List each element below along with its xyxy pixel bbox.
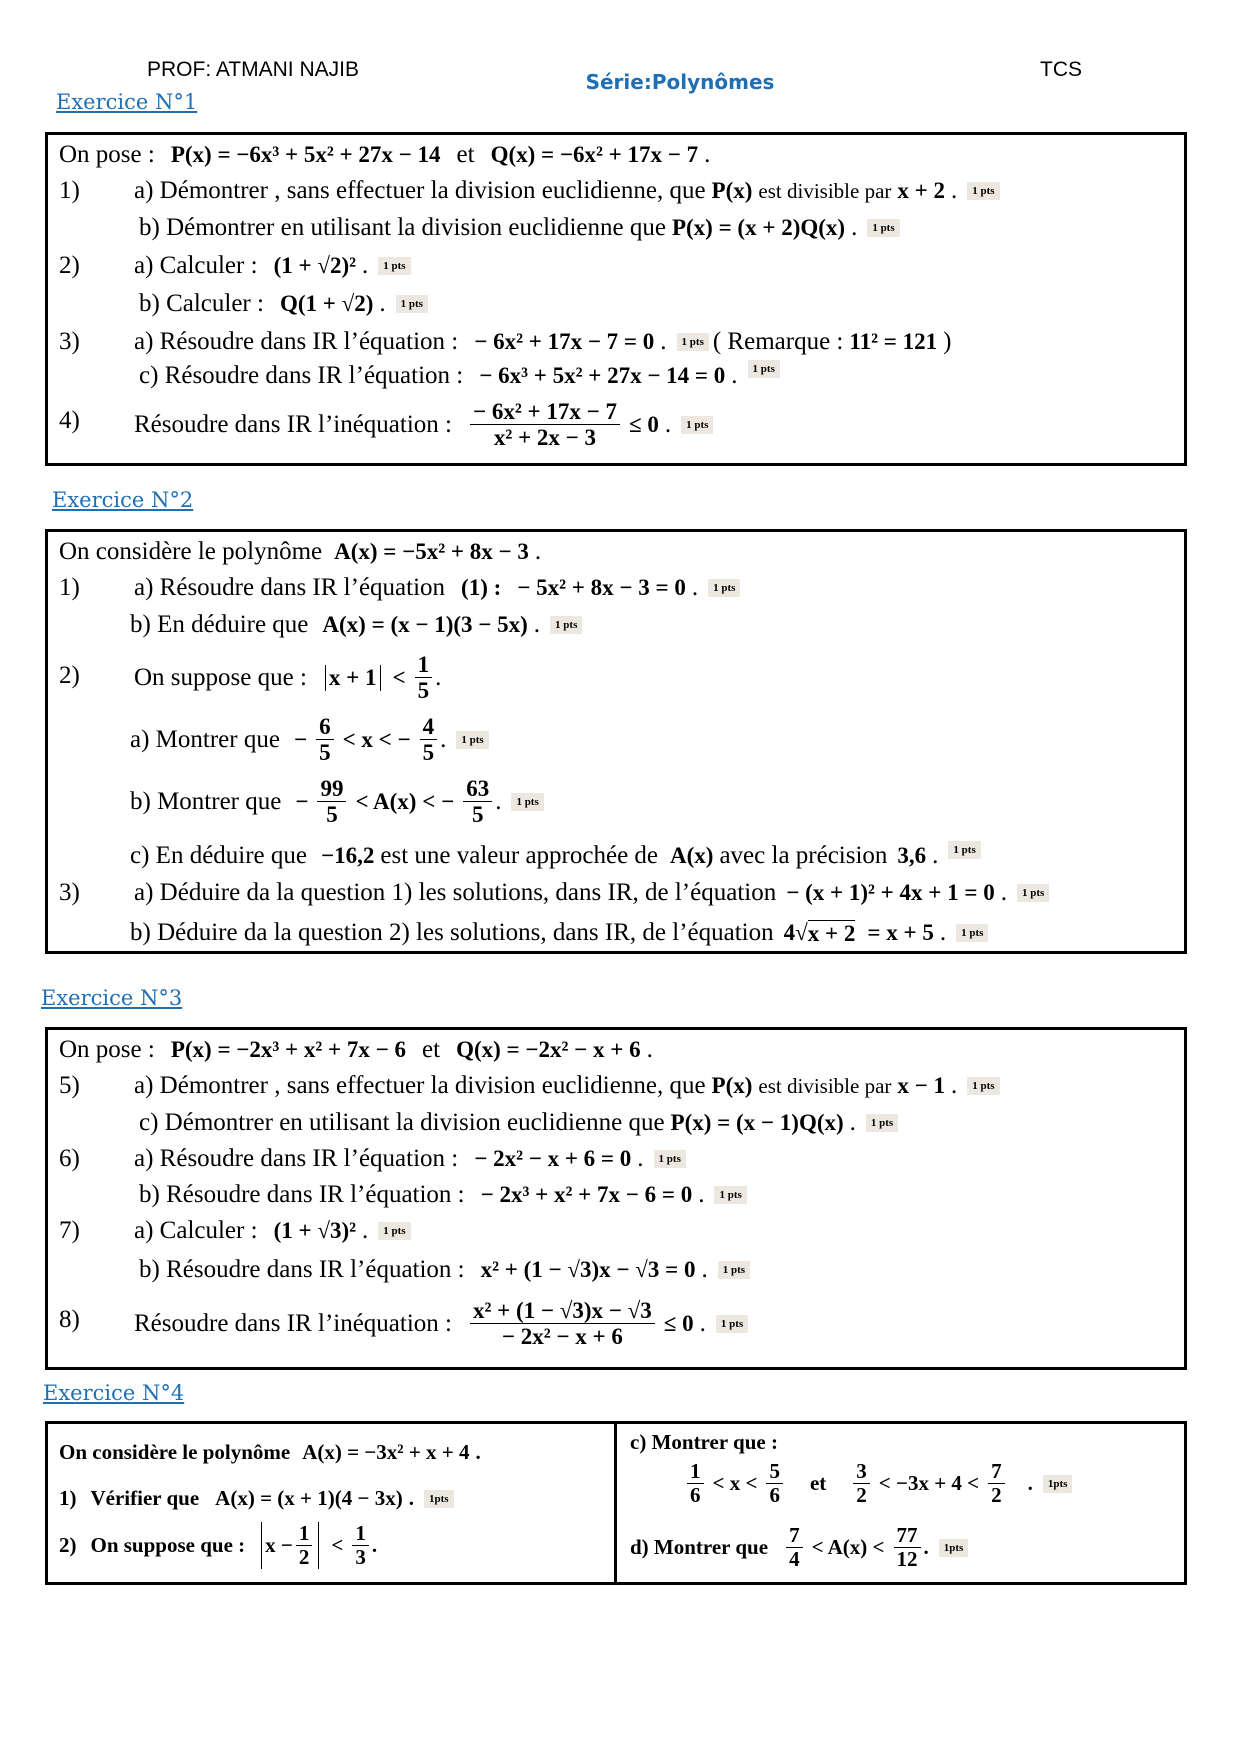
ex2-q2c-text: c) En déduire que — [130, 842, 308, 869]
exercise-4-title: Exercice N°4 — [43, 1381, 185, 1405]
ex1-q4-relation: ≤ 0 — [628, 411, 659, 437]
ex2-q2c-dot: . — [932, 842, 939, 869]
ex2-q2b-den1: 5 — [326, 802, 338, 828]
exercise-1-title: Exercice N°1 — [56, 90, 198, 114]
ex1-q2a-math: (1 + √2)² — [273, 253, 357, 278]
ex3-q5a-text: a) Démontrer , sans effectuer la division euclidienne, que — [134, 1072, 706, 1099]
ex2-q2a-dot: . — [440, 725, 447, 753]
ex2-q1a-dot: . — [691, 574, 699, 601]
ex3-q6b-text: b) Résoudre dans IR l’équation : — [139, 1181, 465, 1208]
points-badge: 1 pts — [866, 1114, 898, 1132]
points-badge: 1 pts — [378, 257, 410, 275]
ex2-q2b-text: b) Montrer que — [130, 787, 282, 815]
ex2-q2a-den1: 5 — [319, 740, 331, 766]
ex2-q2-abs: x + 1 — [325, 665, 381, 691]
ex3-q5c — [139, 1109, 898, 1137]
points-badge: 1 pts — [396, 295, 428, 313]
ex2-intro-text: On considère le polynôme — [59, 538, 323, 565]
ex3-q6b-math: − 2x³ + x² + 7x − 6 = 0 — [480, 1182, 693, 1207]
exercise-1-box — [45, 132, 1187, 466]
points-badge: 1 pts — [714, 1186, 746, 1204]
ex2-q1b — [130, 611, 582, 639]
points-badge: 1 pts — [948, 841, 980, 859]
ex1-q3a-remark: ( Remarque : — [712, 328, 844, 355]
ex1-q3-number: 3) — [59, 328, 80, 355]
ex3-intro-text: On pose : — [59, 1036, 155, 1063]
ex2-q1a-math: − 5x² + 8x − 3 = 0 — [517, 575, 686, 600]
ex2-q2 — [48, 652, 1184, 704]
ex4-q2-x: x − — [265, 1533, 293, 1558]
ex4-qc-frac4 — [988, 1460, 1005, 1507]
ex4-q2-num: 1 — [352, 1522, 369, 1546]
ex1-intro — [59, 141, 710, 169]
exercise-4-box — [45, 1421, 1187, 1585]
ex2-q2a-den2: 5 — [422, 740, 435, 766]
ex1-Q-expr: Q(x) = −6x² + 17x − 7 — [490, 142, 699, 167]
points-badge: 1 pts — [681, 416, 713, 434]
ex4-q1 — [59, 1486, 454, 1511]
ex3-q5-number: 5) — [59, 1072, 80, 1099]
ex3-q7b-text: b) Résoudre dans IR l’équation : — [139, 1256, 465, 1283]
ex3-q8-number: 8) — [59, 1306, 80, 1333]
ex4-q2-abs — [261, 1522, 319, 1569]
ex1-q4-numerator: − 6x² + 17x − 7 — [470, 399, 620, 425]
ex2-q2b-minus: − — [295, 788, 309, 814]
ex1-q3c — [139, 362, 780, 390]
ex3-q7-number: 7) — [59, 1217, 80, 1244]
ex4-qc-num2: 5 — [766, 1460, 783, 1484]
ex1-q3c-dot: . — [731, 362, 738, 389]
points-badge: 1 pts — [956, 924, 988, 942]
ex4-q2-inner-num: 1 — [296, 1522, 313, 1546]
ex2-q2c-text3: avec la précision — [719, 842, 888, 869]
ex3-q8-fraction — [470, 1298, 655, 1350]
ex1-q3a-dot: . — [660, 328, 667, 355]
ex2-q2-den: 5 — [417, 678, 430, 704]
ex1-q4-fraction — [470, 399, 620, 451]
ex2-q2b-mid: < A(x) < − — [355, 788, 455, 814]
ex4-q2-den: 3 — [355, 1545, 366, 1570]
ex2-q2b-den2: 5 — [471, 802, 484, 828]
exercise-4-divider — [614, 1424, 617, 1582]
points-badge: 1 pts — [511, 793, 543, 811]
ex1-q1a-math2: x + 2 — [897, 178, 946, 203]
teacher-name: PROF: ATMANI NAJIB — [147, 58, 359, 81]
ex1-q1a-text2: est divisible par — [758, 178, 892, 203]
ex2-q3b-text: b) Déduire da la question 2) les solutions, dans IR, de l’équation — [130, 919, 774, 946]
points-badge: 1 pts — [708, 579, 740, 597]
ex1-q1b-text: b) Démontrer en utilisant la division euclidienne que — [139, 214, 666, 241]
ex3-q5a — [48, 1072, 1184, 1100]
ex2-q1a-label: (1) : — [461, 575, 502, 600]
ex3-q7b-math: x² + (1 − √3)x − √3 = 0 — [480, 1257, 696, 1282]
ex4-q2 — [59, 1522, 377, 1569]
ex2-q2-number: 2) — [59, 662, 80, 689]
ex2-q3-number: 3) — [59, 879, 80, 906]
ex2-q2c-text2: est une valeur approchée de — [380, 842, 659, 869]
ex1-q1b-math: P(x) = (x + 2)Q(x) — [671, 215, 846, 240]
ex2-intro-dot: . — [534, 538, 542, 565]
ex3-q7a — [48, 1217, 1184, 1245]
ex4-q2-dot: . — [371, 1533, 378, 1558]
ex3-q5a-math: P(x) — [711, 1073, 753, 1098]
exercise-2-title: Exercice N°2 — [52, 488, 194, 512]
ex4-qc-mid: < x < — [712, 1471, 758, 1496]
ex2-q1a — [48, 574, 1184, 602]
ex4-qc-mid2: < −3x + 4 < — [878, 1471, 980, 1496]
exercise-3-box — [45, 1027, 1187, 1370]
ex4-q2-number: 2) — [59, 1533, 77, 1558]
ex4-q2-inner-den: 2 — [298, 1545, 310, 1570]
ex2-q2c-math2: A(x) — [670, 843, 714, 868]
ex4-q1-math: A(x) = (x + 1)(4 − 3x) — [215, 1486, 403, 1510]
ex1-q1a — [48, 177, 1184, 205]
points-badge: 1pts — [424, 1490, 454, 1508]
ex4-qc-ineq — [684, 1460, 1072, 1507]
ex4-intro-text: On considère le polynôme — [59, 1440, 291, 1464]
points-badge: 1 pts — [867, 219, 899, 237]
points-badge: 1 pts — [677, 333, 709, 351]
ex3-q5c-text: c) Démontrer en utilisant la division euclidienne que — [139, 1109, 665, 1136]
ex3-q7a-text: a) Calculer : — [134, 1217, 258, 1244]
ex3-q5a-math2: x − 1 — [897, 1073, 946, 1098]
ex1-q4-dot: . — [664, 410, 672, 438]
points-badge: 1 pts — [716, 1315, 748, 1333]
points-badge: 1 pts — [456, 731, 488, 749]
ex4-q2-frac — [352, 1522, 369, 1569]
ex2-q2a-minus: − — [293, 726, 308, 752]
ex4-qd-den2: 12 — [896, 1547, 918, 1572]
points-badge: 1 pts — [748, 360, 780, 378]
ex2-q2a-frac2 — [420, 714, 438, 766]
ex4-qc-num1: 1 — [687, 1460, 704, 1484]
ex2-A-expr: A(x) = −5x² + 8x − 3 — [334, 539, 529, 564]
ex3-q7a-dot: . — [362, 1217, 369, 1244]
ex2-q3b: b) Déduire da la question 2) les solutions, dans IR, de l’équation 4 √ x + 2 = x + 5 . 1 pts — [130, 919, 988, 947]
ex2-q2b-frac1 — [317, 776, 346, 828]
ex2-q3b-radicand: x + 2 — [807, 920, 856, 946]
ex3-q7b — [139, 1256, 750, 1284]
ex2-q2a — [130, 714, 489, 766]
ex2-q3a-math: − (x + 1)² + 4x + 1 = 0 — [786, 880, 995, 905]
ex4-q2-inner-frac — [296, 1522, 313, 1569]
ex4-qc-den2: 6 — [769, 1483, 780, 1508]
ex3-q7a-math: (1 + √3)² — [273, 1218, 357, 1243]
ex3-q6a — [48, 1145, 1184, 1173]
ex2-q3b-dot: . — [939, 919, 947, 946]
ex4-qc-den4: 2 — [991, 1483, 1002, 1508]
ex2-q1a-text: a) Résoudre dans IR l’équation — [134, 574, 446, 601]
points-badge: 1 pts — [378, 1222, 410, 1240]
ex1-q4 — [48, 399, 1184, 451]
ex4-qd — [630, 1524, 968, 1571]
ex2-q2a-num2: 4 — [420, 714, 438, 740]
ex1-q1a-text: a) Démontrer , sans effectuer la division euclidienne, que — [134, 177, 706, 204]
ex4-q1-text: Vérifier que — [90, 1486, 200, 1510]
points-badge: 1 pts — [718, 1261, 750, 1279]
points-badge: 1 pts — [967, 182, 999, 200]
ex2-q2b-num2: 63 — [463, 776, 492, 802]
ex3-q6a-math: − 2x² − x + 6 = 0 — [474, 1146, 632, 1171]
ex1-q2b-dot: . — [379, 290, 386, 317]
ex1-P-expr: P(x) = −6x³ + 5x² + 27x − 14 — [170, 142, 441, 167]
ex2-q3a — [48, 879, 1184, 907]
points-badge: 1 pts — [550, 616, 582, 634]
class-level: TCS — [1040, 58, 1082, 81]
points-badge: 1 pts — [967, 1077, 999, 1095]
ex2-q2a-mid: < x < − — [342, 726, 411, 752]
ex2-q2c — [130, 842, 981, 870]
ex3-q8-relation: ≤ 0 — [663, 1310, 694, 1336]
ex4-qd-num1: 7 — [786, 1524, 803, 1548]
ex4-qc-frac3 — [853, 1460, 870, 1507]
ex2-q3b-math: = x + 5 — [867, 920, 934, 945]
ex2-q2a-frac1 — [316, 714, 334, 766]
ex3-q5c-dot: . — [849, 1109, 856, 1136]
ex2-q3a-text: a) Déduire da la question 1) les solutions, dans IR, de l’équation — [134, 879, 777, 906]
ex1-q2a-text: a) Calculer : — [134, 252, 258, 279]
ex2-q2b-dot: . — [495, 787, 502, 815]
ex3-q6a-dot: . — [637, 1145, 644, 1172]
ex4-qd-den1: 4 — [789, 1547, 800, 1572]
ex3-et: et — [422, 1036, 441, 1063]
ex2-q3a-dot: . — [1000, 879, 1007, 906]
ex2-q1-number: 1) — [59, 574, 80, 601]
ex3-q5a-text2: est divisible par — [758, 1073, 892, 1098]
ex3-q7b-dot: . — [701, 1256, 708, 1283]
ex1-q2a-dot: . — [362, 252, 369, 279]
ex3-Q-expr: Q(x) = −2x² − x + 6 — [456, 1037, 641, 1062]
ex3-q8-dot: . — [699, 1309, 706, 1337]
ex4-q1-dot: . — [408, 1486, 414, 1510]
ex3-q8-denominator: − 2x² − x + 6 — [501, 1324, 623, 1350]
ex2-q2b — [130, 776, 544, 828]
ex4-qc-num4: 7 — [988, 1460, 1005, 1484]
ex1-q3a-remark-end: ) — [943, 328, 952, 355]
ex3-q6a-text: a) Résoudre dans IR l’équation : — [134, 1145, 459, 1172]
points-badge: 1pts — [1043, 1475, 1073, 1493]
ex2-q2c-math3: 3,6 — [897, 843, 927, 868]
ex1-q4-denominator: x² + 2x − 3 — [493, 425, 597, 451]
ex2-q2-fraction — [415, 652, 433, 704]
ex1-q3a-remark-math: 11² = 121 — [849, 329, 938, 354]
ex1-q1a-math: P(x) — [711, 178, 753, 203]
ex2-q2-lt: < — [392, 664, 406, 690]
ex2-q2-text: On suppose que : — [134, 663, 307, 691]
ex1-q2b-math: Q(1 + √2) — [279, 291, 374, 316]
ex2-q2a-num1: 6 — [316, 714, 334, 740]
ex1-q3c-math: − 6x³ + 5x² + 27x − 14 = 0 — [479, 363, 726, 388]
ex4-q2-text: On suppose que : — [90, 1533, 246, 1558]
ex4-intro — [59, 1440, 481, 1465]
ex1-dot: . — [704, 141, 711, 168]
ex4-q1-number: 1) — [59, 1486, 77, 1510]
exercise-3-title: Exercice N°3 — [41, 986, 183, 1010]
ex1-q4-number: 4) — [59, 407, 80, 434]
ex4-intro-dot: . — [475, 1440, 481, 1464]
ex4-qd-frac1 — [786, 1524, 803, 1571]
ex4-qd-num2: 77 — [894, 1524, 921, 1548]
ex1-q2b-text: b) Calculer : — [139, 290, 264, 317]
ex3-q6b-dot: . — [698, 1181, 705, 1208]
ex1-q1a-dot: . — [951, 177, 958, 204]
ex3-q5c-math: P(x) = (x − 1)Q(x) — [670, 1110, 844, 1135]
ex1-q2a — [48, 252, 1184, 280]
ex3-q6-number: 6) — [59, 1145, 80, 1172]
ex4-qc-dot: . — [1027, 1471, 1033, 1496]
ex4-qc-text: c) Montrer que : — [630, 1430, 778, 1454]
ex1-q3a-math: − 6x² + 17x − 7 = 0 — [474, 329, 655, 354]
ex3-intro — [59, 1036, 653, 1064]
ex1-intro-text: On pose : — [59, 141, 155, 168]
ex1-q3a — [48, 328, 1184, 356]
points-badge: 1 pts — [1017, 884, 1049, 902]
ex4-q2-lt: < — [331, 1533, 344, 1558]
ex4-qc-num3: 3 — [853, 1460, 870, 1484]
ex3-q8 — [48, 1298, 1184, 1350]
ex4-qd-text: d) Montrer que — [630, 1535, 769, 1560]
points-badge: 1 pts — [654, 1150, 686, 1168]
ex3-q6b — [139, 1181, 747, 1209]
ex2-q3b-coef: 4 — [783, 920, 796, 945]
series-title: Série:Polynômes — [585, 70, 775, 94]
ex3-q5a-dot: . — [951, 1072, 958, 1099]
ex1-et: et — [456, 141, 475, 168]
ex2-q2-num: 1 — [415, 652, 433, 678]
ex4-qd-frac2 — [894, 1524, 921, 1571]
ex1-q1b-dot: . — [851, 214, 858, 241]
ex4-qd-dot: . — [923, 1535, 929, 1560]
ex1-q2b — [139, 290, 428, 318]
ex3-P-expr: P(x) = −2x³ + x² + 7x − 6 — [170, 1037, 407, 1062]
ex1-q3a-text: a) Résoudre dans IR l’équation : — [134, 328, 459, 355]
ex1-q1-number: 1) — [59, 177, 80, 204]
exercise-2-box — [45, 529, 1187, 954]
ex1-q4-text: Résoudre dans IR l’inéquation : — [134, 410, 452, 438]
ex2-intro — [59, 538, 541, 566]
ex1-q2-number: 2) — [59, 252, 80, 279]
ex4-qd-mid: < A(x) < — [811, 1535, 885, 1560]
ex4-qc-frac1 — [687, 1460, 704, 1507]
ex2-q2a-text: a) Montrer que — [130, 725, 280, 753]
ex2-q1b-dot: . — [533, 611, 541, 638]
ex2-q2c-math: −16,2 — [321, 843, 375, 868]
ex2-q2b-num1: 99 — [317, 776, 346, 802]
ex2-q2-dot: . — [435, 663, 442, 691]
ex3-q8-numerator: x² + (1 − √3)x − √3 — [470, 1298, 655, 1324]
ex3-q8-text: Résoudre dans IR l’inéquation : — [134, 1309, 452, 1337]
ex1-q1b — [139, 214, 900, 242]
ex4-A-expr: A(x) = −3x² + x + 4 — [302, 1440, 470, 1464]
ex2-q1b-text: b) En déduire que — [130, 611, 309, 638]
ex4-qc-et: et — [809, 1471, 827, 1496]
ex4-qc-den3: 2 — [856, 1483, 867, 1508]
ex3-intro-dot: . — [646, 1036, 653, 1063]
ex4-qc-frac2 — [766, 1460, 783, 1507]
ex2-q1b-math: A(x) = (x − 1)(3 − 5x) — [322, 612, 528, 637]
ex1-q3c-text: c) Résoudre dans IR l’équation : — [139, 362, 464, 389]
ex2-q2b-frac2 — [463, 776, 492, 828]
ex4-qc-den1: 6 — [690, 1483, 701, 1508]
ex4-qc — [630, 1430, 778, 1455]
points-badge: 1pts — [939, 1539, 969, 1557]
